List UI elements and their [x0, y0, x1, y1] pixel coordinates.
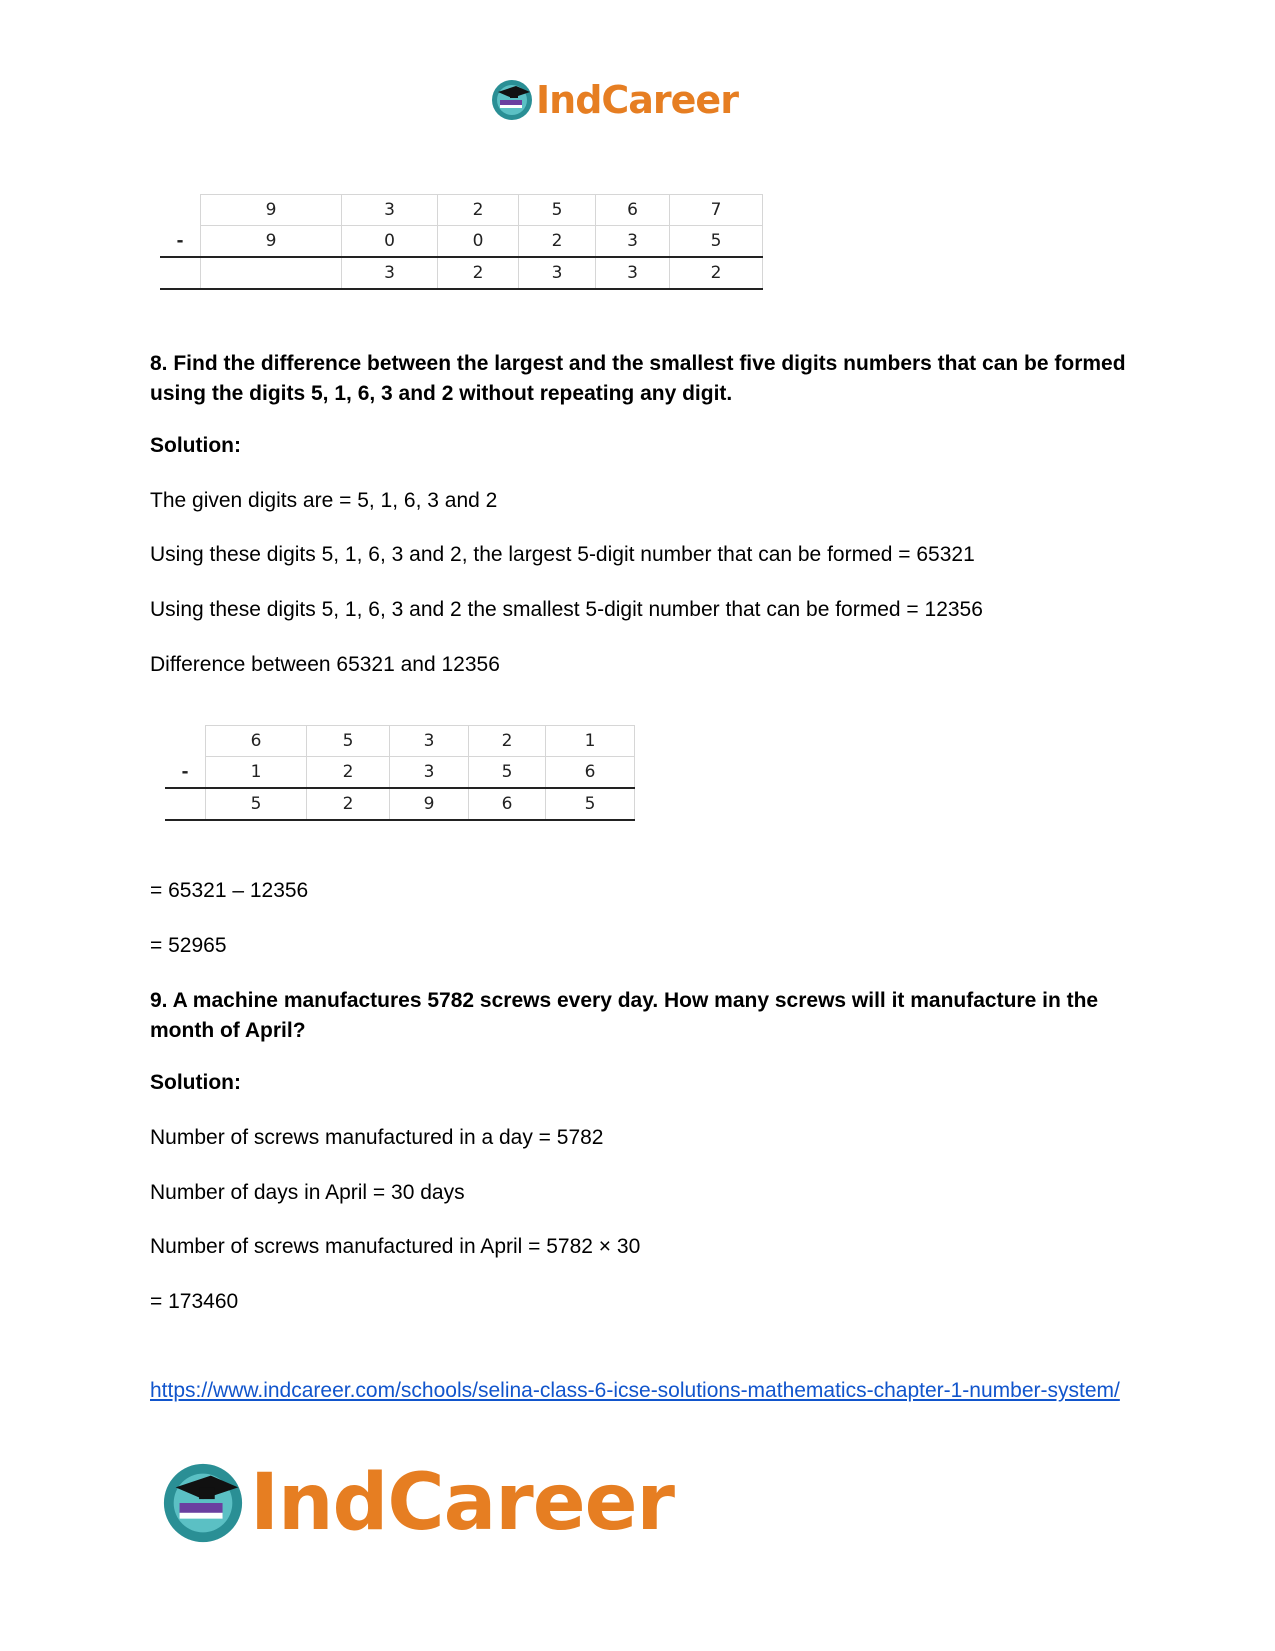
table-cell: 3 — [596, 257, 670, 289]
solution-line: The given digits are = 5, 1, 6, 3 and 2 — [150, 489, 498, 512]
table-cell: 2 — [670, 257, 763, 289]
table-cell: 6 — [596, 195, 670, 226]
table-cell: 5 — [670, 226, 763, 258]
solution-label-9: Solution: — [150, 1071, 241, 1094]
graduation-cap-book-icon — [160, 1460, 246, 1546]
table-cell: 2 — [307, 788, 390, 820]
table-cell: 0 — [342, 226, 438, 258]
question-9: 9. A machine manufactures 5782 screws every day. How many screws will it manufacture in the month of April? — [150, 989, 1099, 1042]
minus-sign: - — [160, 226, 201, 258]
solution-line: Using these digits 5, 1, 6, 3 and 2 the smallest 5-digit number that can be formed = 12356 — [150, 598, 983, 621]
solution-label-8: Solution: — [150, 434, 241, 457]
table-cell: 5 — [307, 726, 390, 757]
solution-line: Difference between 65321 and 12356 — [150, 653, 500, 676]
footer-logo-text: IndCareer — [250, 1458, 674, 1548]
table-cell: 6 — [546, 757, 635, 789]
table-cell: 2 — [469, 726, 546, 757]
result-line: = 65321 – 12356 — [150, 879, 309, 902]
question-8: 8. Find the difference between the largest and the smallest five digits numbers that can be formed using the digits 5, 1, 6, 3 and 2 without repeating any digit. — [150, 352, 1126, 405]
graduation-cap-book-icon — [490, 78, 534, 122]
solution-line: = 173460 — [150, 1290, 239, 1313]
table-cell: 9 — [390, 788, 469, 820]
source-link[interactable]: https://www.indcareer.com/schools/selina-class-6-icse-solutions-mathematics-chapter-1-number-system/ — [150, 1379, 1120, 1402]
table-cell: 5 — [469, 757, 546, 789]
footer-logo — [160, 1458, 674, 1548]
table-cell: 2 — [438, 195, 519, 226]
header-logo-text: IndCareer — [536, 78, 738, 122]
table-cell: 3 — [390, 757, 469, 789]
solution-line: Using these digits 5, 1, 6, 3 and 2, the largest 5-digit number that can be formed = 65321 — [150, 543, 975, 566]
table-cell: 2 — [438, 257, 519, 289]
table-cell: 3 — [519, 257, 596, 289]
table-cell: 1 — [546, 726, 635, 757]
table-cell: 3 — [342, 195, 438, 226]
table-cell: 5 — [519, 195, 596, 226]
header-logo — [490, 78, 738, 122]
table-cell: 5 — [546, 788, 635, 820]
table-cell: 5 — [206, 788, 307, 820]
table-cell: 7 — [670, 195, 763, 226]
table-cell: 2 — [519, 226, 596, 258]
table-cell: 6 — [206, 726, 307, 757]
table-cell: 9 — [201, 226, 342, 258]
table-cell: 3 — [596, 226, 670, 258]
table-cell: 2 — [307, 757, 390, 789]
subtraction-table-previous — [160, 194, 763, 290]
table-cell — [201, 257, 342, 289]
table-cell: 0 — [438, 226, 519, 258]
solution-line: Number of days in April = 30 days — [150, 1181, 465, 1204]
subtraction-table-q8 — [165, 725, 635, 821]
solution-line: Number of screws manufactured in April = 5782 × 30 — [150, 1235, 641, 1258]
table-cell: 1 — [206, 757, 307, 789]
table-cell: 3 — [390, 726, 469, 757]
table-cell: 3 — [342, 257, 438, 289]
table-cell: 6 — [469, 788, 546, 820]
solution-line: Number of screws manufactured in a day = 5782 — [150, 1126, 604, 1149]
minus-sign: - — [165, 757, 206, 789]
table-cell: 9 — [201, 195, 342, 226]
result-line: = 52965 — [150, 934, 227, 957]
